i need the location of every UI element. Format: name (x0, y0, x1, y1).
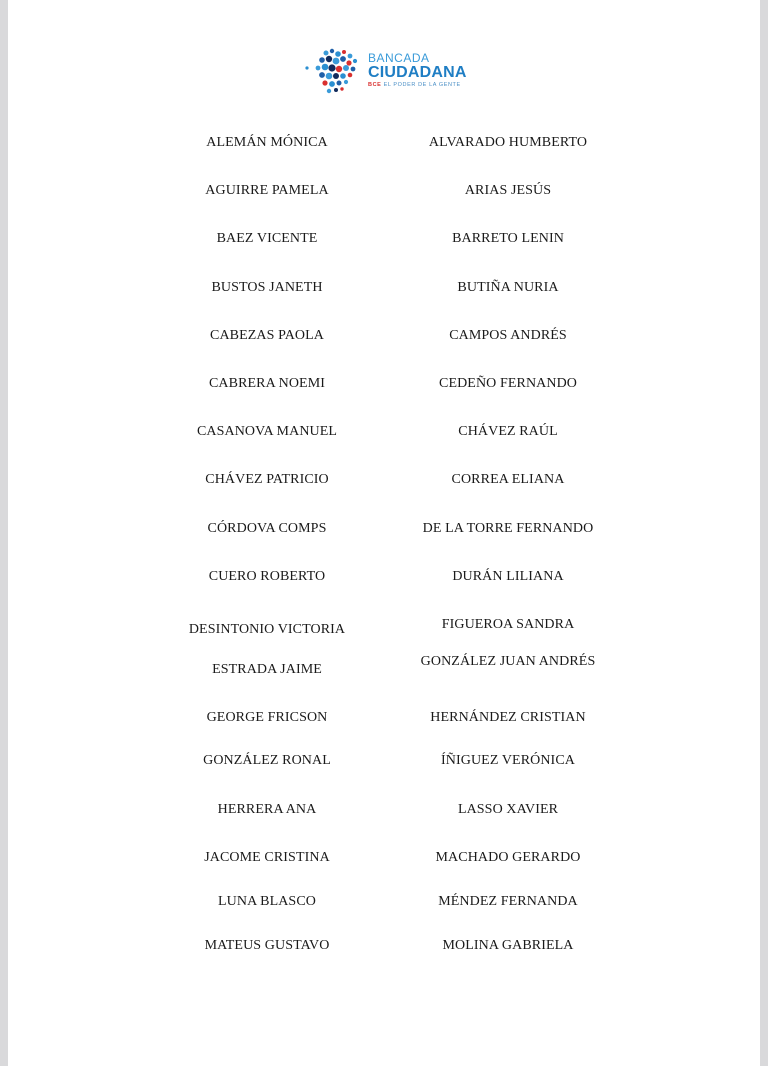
name-left-10: CUERO ROBERTO (208, 569, 326, 584)
logo-wordmark (368, 52, 467, 89)
name-left-3: BAEZ VICENTE (216, 231, 318, 246)
name-right-11: FIGUEROA SANDRA (441, 617, 575, 632)
name-left-18: MATEUS GUSTAVO (204, 938, 330, 953)
name-right-13: HERNÁNDEZ CRISTIAN (430, 710, 586, 725)
name-right-8: CORREA ELIANA (451, 472, 565, 487)
name-right-5: CAMPOS ANDRÉS (449, 328, 567, 343)
name-left-13: GEORGE FRICSON (206, 710, 328, 725)
name-left-6: CABRERA NOEMI (208, 376, 326, 391)
name-left-17: LUNA BLASCO (218, 894, 316, 909)
name-left-12: ESTRADA JAIME (212, 662, 322, 677)
name-right-3: BARRETO LENIN (452, 231, 564, 246)
name-left-11: DESINTONIO VICTORIA (188, 622, 346, 637)
name-left-5: CABEZAS PAOLA (210, 328, 324, 343)
name-right-9: DE LA TORRE FERNANDO (422, 521, 594, 536)
name-left-8: CHÁVEZ PATRICIO (205, 472, 329, 487)
name-left-4: BUSTOS JANETH (211, 280, 323, 295)
document-page (8, 0, 760, 1066)
name-right-2: ARIAS JESÚS (464, 183, 552, 198)
name-right-15: LASSO XAVIER (457, 802, 559, 817)
logo-tag-prefix: BCE (368, 82, 382, 88)
name-left-2: AGUIRRE PAMELA (205, 183, 329, 198)
bancada-ciudadana-logo (304, 44, 484, 100)
name-right-7: CHÁVEZ RAÚL (458, 424, 558, 439)
name-right-4: BUTIÑA NURIA (457, 280, 559, 295)
name-right-16: MACHADO GERARDO (435, 850, 581, 865)
name-left-7: CASANOVA MANUEL (196, 424, 338, 439)
name-right-6: CEDEÑO FERNANDO (439, 376, 577, 391)
logo-tagline (368, 83, 467, 89)
name-right-10: DURÁN LILIANA (452, 569, 564, 584)
logo-tag-text: EL PODER DE LA GENTE (383, 82, 461, 88)
name-right-14: ÍÑIGUEZ VERÓNICA (441, 753, 575, 768)
dot-cluster-logo-icon (304, 44, 366, 100)
name-left-14: GONZÁLEZ RONAL (203, 753, 331, 768)
name-right-17: MÉNDEZ FERNANDA (438, 894, 578, 909)
name-left-1: ALEMÁN MÓNICA (206, 135, 328, 150)
name-right-1: ALVARADO HUMBERTO (428, 135, 588, 150)
logo-line-bancada: BANCADA (368, 51, 430, 65)
logo-line-ciudadana: CIUDADANA (368, 64, 467, 81)
name-right-12: GONZÁLEZ JUAN ANDRÉS (420, 654, 596, 669)
name-left-15: HERRERA ANA (217, 802, 317, 817)
name-right-18: MOLINA GABRIELA (442, 938, 574, 953)
name-left-9: CÓRDOVA COMPS (207, 521, 327, 536)
name-left-16: JACOME CRISTINA (204, 850, 330, 865)
